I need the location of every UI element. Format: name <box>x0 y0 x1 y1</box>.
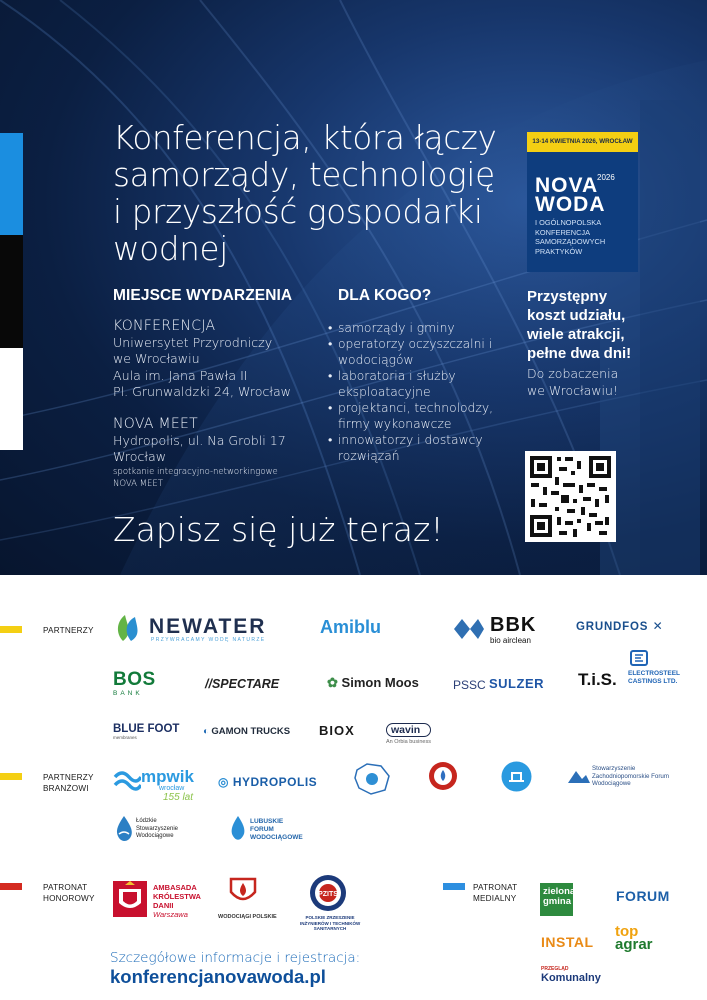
promo-line: Przystępny <box>527 288 608 305</box>
pzits-line: POLSKIE ZRZESZENIE <box>305 915 355 920</box>
audience-item: • operatorzy oczyszczalni i wodociągów <box>328 336 503 368</box>
lubuskie-line: LUBUSKIE <box>250 818 284 825</box>
venue-nova-meet <box>113 416 286 490</box>
promo-line: Do zobaczenia <box>527 366 619 381</box>
lubuskie-line: FORUM <box>250 826 274 833</box>
logo-instal: INSTAL <box>541 934 594 950</box>
venue-line: Uniwersytet Przyrodniczy <box>113 334 273 350</box>
electrosteel-line: CASTINGS LTD. <box>628 678 678 685</box>
promo-see-you <box>527 366 667 399</box>
media-patronage-label <box>473 882 517 904</box>
topagrar-agrar: agrar <box>615 936 653 953</box>
zp-line: Stowarzyszenie <box>592 765 636 772</box>
lodzkie-line: Łódzkie <box>136 818 157 824</box>
spectare-name: SPECTARE <box>211 677 280 691</box>
promo-line: we Wrocławiu! <box>527 382 618 398</box>
simon-moos-name: Simon Moos <box>341 675 419 690</box>
logo-bos <box>113 669 156 697</box>
logo-amiblu: Amiblu <box>320 617 381 637</box>
gamon-g-icon: ◐ <box>203 726 209 737</box>
info-text: Szczegółowe informacje i rejestracja: <box>110 950 361 966</box>
headline-line: i przyszłość gospodarki <box>113 193 483 231</box>
promo-line: wiele atrakcji, <box>527 326 625 343</box>
logo-sulzer: SULZER <box>489 676 544 691</box>
category-bar-yellow <box>0 626 22 633</box>
lodzkie-line: Stowarzyszenie <box>136 825 179 832</box>
electrosteel-line: ELECTROSTEEL <box>628 670 681 677</box>
label-line: BRANŻOWI <box>43 784 89 793</box>
brand-nova: NOVA <box>535 174 599 197</box>
zielona-line: zielona <box>543 886 576 897</box>
venue-heading: NOVA MEET <box>113 416 198 432</box>
category-bar-red <box>0 883 22 890</box>
category-bar-yellow <box>0 773 22 780</box>
promo-line: pełne dwa dni! <box>527 345 632 362</box>
bluefoot-sub: membranes <box>113 735 137 740</box>
audience-item: • laboratoria i służby eksploatacyjne <box>328 368 503 400</box>
topagrar-top: top <box>615 923 639 940</box>
coat-of-arms-icon <box>113 881 147 917</box>
simon-moos-leaf-icon: ✿ <box>327 675 338 690</box>
accent-bar-white <box>0 348 23 450</box>
embassy-city: Warszawa <box>153 910 188 919</box>
electrosteel-icon <box>630 650 648 666</box>
industry-partners-label <box>43 772 94 794</box>
water-drop-icon <box>113 814 135 844</box>
label-line: PATRONAT <box>473 883 518 892</box>
logo-blue-foot <box>113 723 179 740</box>
venue-note: spotkanie integracyjno-networkingowe <box>113 466 278 477</box>
brand-subtitle-line: KONFERENCJA <box>535 227 591 237</box>
svg-text:PZITS: PZITS <box>318 891 338 898</box>
komunalny-name: Komunalny <box>541 972 601 984</box>
logo-przeglad-komunalny <box>541 966 601 984</box>
lodzkie-line: Wodociągowe <box>136 833 174 839</box>
gear-emblem-icon <box>308 873 348 913</box>
spectare-slash-icon: // <box>205 677 212 691</box>
shield-drop-icon <box>228 876 258 906</box>
brand-subtitle-line: SAMORZĄDOWYCH <box>535 237 606 247</box>
embassy-line: DANII <box>153 901 174 910</box>
bbk-name: BBK <box>490 614 537 636</box>
audience-list <box>328 320 503 464</box>
newater-name: NEWATER <box>149 615 267 638</box>
logo-hydropolis <box>218 775 317 789</box>
association-seal-blue-icon <box>501 761 532 792</box>
logo-tis: T.i.S. <box>578 670 617 689</box>
logo-grundfos <box>576 617 663 635</box>
venue-heading: KONFERENCJA <box>113 318 216 334</box>
accent-bar-blue <box>0 133 23 235</box>
hydropolis-name: HYDROPOLIS <box>232 775 318 789</box>
label-line: MEDIALNY <box>473 894 517 903</box>
wavin-name: wavin <box>386 723 431 737</box>
logo-forum: FORUM <box>616 888 670 904</box>
label-line: PARTNERZY <box>43 773 94 782</box>
lubuskie-line: WODOCIĄGOWE <box>250 834 303 841</box>
brand-year: 2026 <box>597 173 615 182</box>
promo-line: koszt udziału, <box>527 307 626 324</box>
wodociagi-name: WODOCIĄGI POLSKIE <box>218 914 277 920</box>
website-link[interactable]: konferencjanovawoda.pl <box>110 966 326 987</box>
accent-bar-black <box>0 235 23 348</box>
wavin-sub: An Orbia business <box>386 739 431 745</box>
regional-association-map-icon <box>351 760 393 798</box>
logo-spectare <box>205 677 279 691</box>
grundfos-name: GRUNDFOS <box>576 621 649 633</box>
category-bar-blue <box>443 883 465 890</box>
headline-line: wodnej <box>113 230 228 268</box>
bos-sub: BANK <box>113 690 143 697</box>
venue-line: Pl. Grunwaldzki 24, Wrocław <box>113 384 291 399</box>
headline-line: samorządy, technologię <box>113 156 495 194</box>
embassy-line: KRÓLESTWA <box>153 892 201 901</box>
mpwik-name: mpwik <box>141 767 194 786</box>
audience-title: DLA KOGO? <box>338 287 432 304</box>
headline <box>113 120 518 268</box>
bbk-sub: bio airclean <box>490 636 531 645</box>
brand-subtitle <box>535 218 635 256</box>
promo-text <box>527 287 687 363</box>
audience-item: • projektanci, technolodzy, firmy wykonawcze <box>328 400 503 432</box>
logo-wavin <box>386 723 431 745</box>
zp-line: Zachodniopomorskie Forum <box>592 772 670 780</box>
venue-note: NOVA MEET <box>113 478 163 489</box>
zielona-line: gmina <box>543 896 571 907</box>
logo-zielona-gmina <box>540 883 576 916</box>
headline-line: Konferencja, która łączy <box>113 119 497 157</box>
venue-line: Wrocław <box>113 449 167 464</box>
audience-item: • innowatorzy i dostawcy rozwiązań <box>328 432 503 464</box>
brand-woda: WODA <box>535 193 606 216</box>
label-line: HONOROWY <box>43 894 95 903</box>
water-drop-icon <box>228 814 248 842</box>
logo-simon-moos <box>327 675 419 691</box>
newater-tagline: PRZYWRACAMY WODĘ NATURZE <box>151 637 266 643</box>
venue-line: Hydropolis, ul. Na Grobli 17 <box>113 432 286 448</box>
pzits-line: SANITARNYCH <box>313 926 347 931</box>
audience-item: • samorządy i gminy <box>328 320 503 336</box>
bos-name: BOS <box>113 669 156 690</box>
brand-subtitle-line: PRAKTYKÓW <box>535 246 583 256</box>
zp-line: Wodociągowe <box>592 780 631 787</box>
hydropolis-icon: ◎ <box>218 775 229 789</box>
logo-biox: BIOX <box>319 723 355 738</box>
grundfos-x-icon: ✕ <box>652 619 663 633</box>
label-line: PATRONAT <box>43 883 88 892</box>
pssc-name: PSSC <box>453 678 486 692</box>
pzits-line: INŻYNIERÓW I TECHNIKÓW <box>300 920 361 926</box>
qr-code-pattern <box>525 451 616 542</box>
logo-pssc <box>453 676 486 694</box>
bluefoot-name: BLUE FOOT <box>113 723 180 735</box>
brand-subtitle-line: I OGÓLNOPOLSKA <box>535 218 602 227</box>
event-date: 13-14 KWIETNIA 2026, WROCŁAW <box>527 132 638 152</box>
mpwik-city: wrocław <box>159 785 185 792</box>
event-logo-panel <box>527 132 638 272</box>
mpwik-years: 155 lat <box>163 792 194 803</box>
leaf-icon <box>452 614 486 644</box>
partners-label: PARTNERZY <box>43 626 94 635</box>
honorary-patronage-label <box>43 882 95 904</box>
venue-title: MIEJSCE WYDARZENIA <box>113 287 293 304</box>
wave-icon <box>113 769 141 791</box>
qr-code[interactable] <box>525 451 616 542</box>
venue-conference <box>113 318 291 401</box>
gamon-name: GAMON TRUCKS <box>211 726 291 737</box>
venue-line: Aula im. Jana Pawła II <box>113 367 248 383</box>
embassy-line: AMBASADA <box>153 883 197 892</box>
logo-top-agrar <box>615 925 653 951</box>
mountain-wave-icon <box>568 769 590 785</box>
komunalny-pre: PRZEGLĄD <box>541 966 569 972</box>
leaf-drop-icon <box>113 613 147 643</box>
register-cta[interactable]: Zapisz się już teraz! <box>113 510 444 549</box>
logo-gamon-trucks <box>203 726 290 737</box>
venue-line: we Wrocławiu <box>113 351 200 366</box>
association-seal-red-icon <box>428 761 458 791</box>
